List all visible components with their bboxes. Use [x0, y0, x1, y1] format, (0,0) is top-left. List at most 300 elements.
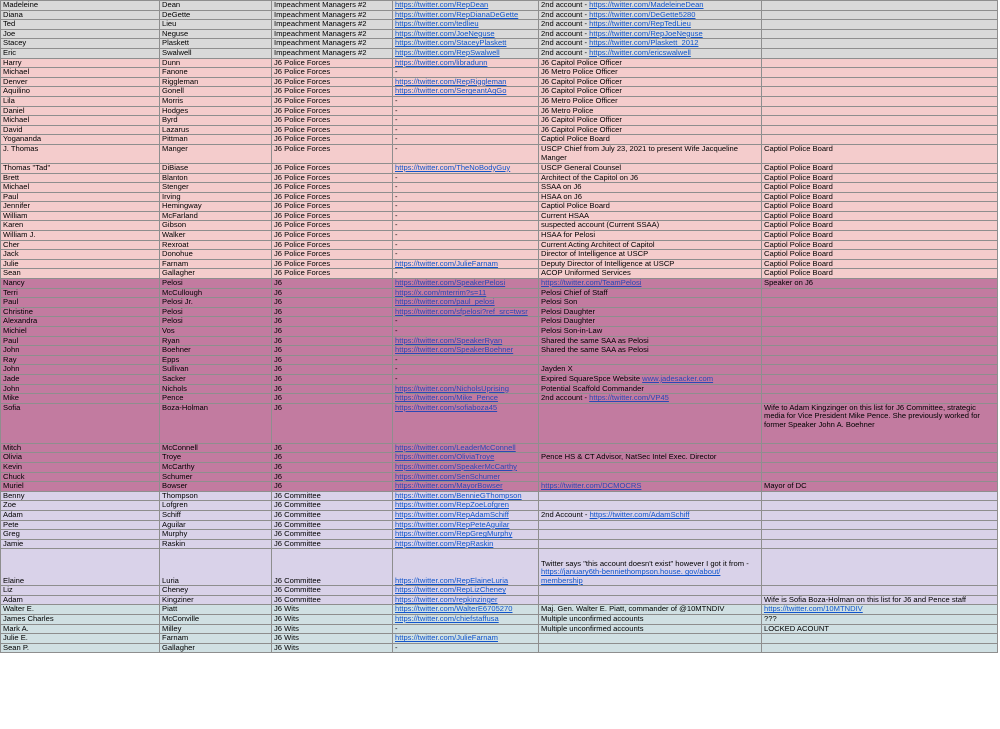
last-name: Fanone: [162, 67, 188, 77]
first-name-cell: [1, 298, 160, 308]
account-placeholder: -: [395, 316, 398, 326]
first-name-cell: [1, 355, 160, 365]
group-cell: [272, 231, 393, 241]
group-label: J6 Police Forces: [274, 77, 331, 86]
first-name: Michael: [3, 115, 30, 125]
group-cell: [272, 144, 393, 163]
table-row: [1, 96, 998, 106]
account-cell[interactable]: [393, 453, 539, 463]
account-link[interactable]: https://twitter.com/RepElaineLuria: [395, 575, 509, 585]
account-link[interactable]: https://twitter.com/RepLizCheney: [395, 585, 507, 595]
first-name: Adam: [3, 510, 23, 519]
account-cell[interactable]: [393, 634, 539, 644]
account-cell[interactable]: [393, 462, 539, 472]
group-label: J6 Committee: [274, 520, 321, 529]
note-text: Deputy Director of Intelligence at USCP: [541, 259, 675, 268]
account-link[interactable]: https://twitter.com/RepSwalwell: [395, 48, 500, 57]
last-name: Swalwell: [162, 48, 192, 57]
note-text: Shared the same SAA as Pelosi: [541, 345, 649, 355]
account-cell[interactable]: [393, 346, 539, 356]
first-name: Olivia: [3, 452, 22, 462]
account-placeholder: -: [395, 364, 398, 374]
group-cell: [272, 615, 393, 625]
account-cell[interactable]: [393, 307, 539, 317]
first-name-cell: [1, 163, 160, 173]
group-cell: [272, 365, 393, 375]
account-cell: [393, 231, 539, 241]
note-cell[interactable]: [539, 48, 762, 58]
note-cell[interactable]: [539, 10, 762, 20]
last-name-cell: [160, 634, 272, 644]
group-label: J6 Police Forces: [274, 249, 331, 259]
note-cell: [539, 183, 762, 193]
note-link[interactable]: www.jadesacker.com: [642, 374, 714, 383]
note-text: ACOP Uniformed Services: [541, 268, 631, 278]
last-name-cell: [160, 374, 272, 384]
last-name-cell: [160, 336, 272, 346]
first-name-cell: [1, 106, 160, 116]
table-row: [1, 144, 998, 163]
extra-link[interactable]: https://twitter.com/10MTNDIV: [764, 604, 863, 614]
account-cell: [393, 365, 539, 375]
last-name: McCullough: [162, 288, 203, 297]
first-name: Thomas "Tad": [3, 163, 51, 172]
group-label: J6 Police Forces: [274, 201, 331, 211]
account-link[interactable]: https://twitter.com/sfpelosi?ref_src=twsr: [395, 307, 528, 316]
account-link[interactable]: https://twitter.com/libradunn: [395, 58, 488, 67]
account-link[interactable]: https://twitter.com/sofiaboza45: [395, 403, 498, 412]
account-link[interactable]: https://x.com/mterrim?s=11: [395, 288, 487, 297]
account-link[interactable]: https://twitter.com/SenSchumer: [395, 472, 501, 481]
account-cell[interactable]: [393, 39, 539, 49]
account-link[interactable]: https://twitter.com/SpeakerPelosi: [395, 278, 506, 288]
last-name-cell: [160, 279, 272, 289]
account-cell: [393, 68, 539, 78]
account-link[interactable]: https://twitter.com/RepAdamSchiff: [395, 510, 509, 519]
table-row: [1, 336, 998, 346]
account-cell[interactable]: [393, 510, 539, 520]
account-cell: [393, 221, 539, 231]
group-label: J6: [274, 472, 283, 481]
extra-cell: [762, 539, 998, 549]
account-link[interactable]: https://twitter.com/WalterE6705270: [395, 604, 513, 614]
account-link[interactable]: https://twitter.com/RepRiggleman: [395, 77, 507, 86]
last-name-cell: [160, 539, 272, 549]
group-label: J6 Wits: [274, 643, 299, 652]
account-placeholder: -: [395, 240, 398, 249]
note-cell: [539, 501, 762, 511]
account-cell[interactable]: [393, 586, 539, 596]
note-cell: [539, 346, 762, 356]
extra-cell: [762, 77, 998, 87]
note-link[interactable]: https://twitter.com/DCMOCRS: [541, 481, 642, 491]
account-cell: [393, 144, 539, 163]
extra-cell: [762, 1, 998, 11]
first-name-cell: [1, 116, 160, 126]
group-label: J6 Police Forces: [274, 211, 331, 220]
last-name-cell: [160, 605, 272, 615]
note-link[interactable]: https://twitter.com/MadeleineDean: [589, 0, 704, 9]
last-name-cell: [160, 346, 272, 356]
account-cell[interactable]: [393, 482, 539, 492]
account-link[interactable]: https://twitter.com/LeaderMcConnell: [395, 443, 516, 452]
first-name: Mitch: [3, 443, 22, 452]
group-label: J6 Police Forces: [274, 240, 331, 249]
first-name-cell: [1, 549, 160, 586]
last-name-cell: [160, 87, 272, 97]
first-name-cell: [1, 530, 160, 540]
account-link[interactable]: https://twitter.com/JoeNeguse: [395, 29, 495, 38]
account-link[interactable]: https://twitter.com/paul_pelosi: [395, 297, 495, 307]
account-placeholder: -: [395, 182, 398, 192]
last-name-cell: [160, 125, 272, 135]
first-name-cell: [1, 394, 160, 404]
first-name-cell: [1, 87, 160, 97]
account-cell[interactable]: [393, 10, 539, 20]
note-cell: [539, 240, 762, 250]
note-cell: [539, 288, 762, 298]
last-name: Dunn: [162, 58, 181, 67]
last-name: Bowser: [162, 481, 188, 491]
table-row: [1, 307, 998, 317]
last-name-cell: [160, 250, 272, 260]
note-link[interactable]: https://twitter.com/DeGette5280: [589, 10, 696, 19]
group-label: J6 Police Forces: [274, 220, 331, 230]
note-link[interactable]: https://twitter.com/RepTedLieu: [589, 19, 691, 29]
account-cell: [393, 202, 539, 212]
first-name-cell: [1, 317, 160, 327]
account-cell[interactable]: [393, 279, 539, 289]
last-name: Pelosi: [162, 278, 183, 288]
extra-cell: [762, 211, 998, 221]
last-name-cell: [160, 39, 272, 49]
group-cell: [272, 250, 393, 260]
note-link[interactable]: https://twitter.com/AdamSchiff: [589, 510, 690, 519]
group-cell: [272, 279, 393, 289]
account-cell[interactable]: [393, 298, 539, 308]
note-cell: [539, 135, 762, 145]
account-cell[interactable]: [393, 394, 539, 404]
note-link[interactable]: https://twitter.com/ericswalwell: [589, 48, 691, 57]
first-name: Jennifer: [3, 201, 31, 211]
group-label: J6 Police Forces: [274, 144, 331, 153]
group-label: J6 Committee: [274, 500, 321, 510]
account-placeholder: -: [395, 374, 398, 383]
account-link[interactable]: https://twitter.com/repkinzinger: [395, 595, 498, 604]
first-name-cell: [1, 58, 160, 68]
account-cell[interactable]: [393, 491, 539, 501]
last-name-cell: [160, 443, 272, 453]
last-name: Lazarus: [162, 125, 190, 134]
first-name: Yogananda: [3, 134, 42, 144]
last-name-cell: [160, 530, 272, 540]
account-cell[interactable]: [393, 48, 539, 58]
account-cell: [393, 135, 539, 145]
group-cell: [272, 443, 393, 453]
account-cell[interactable]: [393, 605, 539, 615]
account-cell[interactable]: [393, 539, 539, 549]
account-cell[interactable]: [393, 20, 539, 30]
group-cell: [272, 211, 393, 221]
account-link[interactable]: https://twitter.com/RepZoeLofgren: [395, 500, 509, 510]
account-placeholder: -: [395, 106, 398, 115]
account-cell: [393, 240, 539, 250]
first-name: Elaine: [3, 575, 25, 585]
account-placeholder: -: [395, 326, 398, 335]
table-row: [1, 595, 998, 605]
account-link[interactable]: https://twitter.com/StaceyPlaskett: [395, 38, 507, 48]
account-link[interactable]: https://twitter.com/RepDean: [395, 0, 489, 9]
note-cell[interactable]: [539, 39, 762, 49]
account-link[interactable]: https://twitter.com/Mike_Pence: [395, 393, 498, 403]
account-link[interactable]: https://twitter.com/OliviaTroye: [395, 452, 495, 462]
account-cell[interactable]: [393, 384, 539, 394]
account-link[interactable]: https://twitter.com/RepRaskin: [395, 539, 494, 548]
account-link[interactable]: https://twitter.com/MayorBowser: [395, 481, 503, 491]
first-name: Julie: [3, 259, 19, 268]
note-cell[interactable]: [539, 482, 762, 492]
last-name: Hodges: [162, 106, 189, 115]
table-row: [1, 29, 998, 39]
extra-cell: [762, 453, 998, 463]
note-text: Captiol Police Board: [541, 201, 610, 211]
note-text: Multiple unconfirmed accounts: [541, 614, 644, 624]
table-row: [1, 192, 998, 202]
group-cell: [272, 288, 393, 298]
first-name: Harry: [3, 58, 22, 67]
account-link[interactable]: https://twitter.com/RepPeteAguilar: [395, 520, 510, 529]
account-cell[interactable]: [393, 520, 539, 530]
account-link[interactable]: https://twitter.com/JulieFarnam: [395, 633, 498, 643]
account-link[interactable]: https://twitter.com/JulieFarnam: [395, 259, 498, 268]
extra-cell[interactable]: [762, 605, 998, 615]
group-cell: [272, 106, 393, 116]
note-cell[interactable]: [539, 374, 762, 384]
last-name-cell: [160, 106, 272, 116]
first-name: Jade: [3, 374, 20, 383]
last-name-cell: [160, 202, 272, 212]
note-cell[interactable]: [539, 279, 762, 289]
extra-cell: [762, 288, 998, 298]
account-cell[interactable]: [393, 259, 539, 269]
note-cell: [539, 615, 762, 625]
last-name: Pelosi Jr.: [162, 297, 193, 307]
first-name: Aquilino: [3, 86, 31, 96]
table-row: [1, 403, 998, 443]
first-name: Sean P.: [3, 643, 30, 652]
last-name-cell: [160, 58, 272, 68]
account-cell: [393, 116, 539, 126]
table-row: [1, 605, 998, 615]
first-name: Walter E.: [3, 604, 34, 614]
account-cell[interactable]: [393, 530, 539, 540]
account-link[interactable]: https://twitter.com/RepDianaDeGette: [395, 10, 519, 19]
group-cell: [272, 116, 393, 126]
account-cell: [393, 269, 539, 279]
last-name-cell: [160, 643, 272, 653]
note-cell[interactable]: [539, 20, 762, 30]
account-cell[interactable]: [393, 615, 539, 625]
note-text: Multiple unconfirmed accounts: [541, 624, 644, 633]
extra-cell: [762, 624, 998, 634]
first-name-cell: [1, 10, 160, 20]
table-row: [1, 298, 998, 308]
extra-cell: [762, 68, 998, 78]
table-row: [1, 163, 998, 173]
first-name: Nancy: [3, 278, 25, 288]
account-cell[interactable]: [393, 549, 539, 586]
account-link[interactable]: https://twitter.com/SergeantAqGo: [395, 86, 507, 96]
last-name: Thompson: [162, 491, 198, 500]
note-link[interactable]: https://twitter.com/Plaskett_2012: [589, 38, 699, 48]
note-cell: [539, 96, 762, 106]
account-cell[interactable]: [393, 336, 539, 346]
note-text: Maj. Gen. Walter E. Piatt, commander of @10MTNDIV: [541, 604, 725, 614]
first-name-cell: [1, 20, 160, 30]
account-cell: [393, 355, 539, 365]
note-cell[interactable]: [539, 549, 762, 586]
account-cell[interactable]: [393, 403, 539, 443]
account-cell[interactable]: [393, 472, 539, 482]
note-text: 2nd account -: [541, 48, 590, 57]
last-name: Aguilar: [162, 520, 186, 529]
note-cell: [539, 58, 762, 68]
first-name-cell: [1, 135, 160, 145]
account-link[interactable]: https://twitter.com/NicholsUprising: [395, 384, 509, 393]
extra-text: Captiol Police Board: [764, 211, 833, 220]
last-name: Blanton: [162, 173, 188, 182]
account-cell[interactable]: [393, 77, 539, 87]
last-name: Lieu: [162, 19, 177, 29]
account-link[interactable]: https://twitter.com/BennieGThompson: [395, 491, 522, 500]
table-row: [1, 520, 998, 530]
last-name: McConville: [162, 614, 200, 624]
group-label: J6: [274, 452, 283, 462]
first-name-cell: [1, 374, 160, 384]
note-cell: [539, 144, 762, 163]
group-cell: [272, 317, 393, 327]
first-name-cell: [1, 202, 160, 212]
account-link[interactable]: https://twitter.com/RepGregMurphy: [395, 529, 513, 539]
account-cell[interactable]: [393, 58, 539, 68]
account-link[interactable]: https://twitter.com/SpeakerBoehner: [395, 345, 514, 355]
table-row: [1, 365, 998, 375]
extra-cell: [762, 336, 998, 346]
last-name-cell: [160, 403, 272, 443]
note-cell[interactable]: [539, 510, 762, 520]
note-text: 2nd account -: [541, 29, 590, 38]
first-name: Liz: [3, 585, 13, 595]
account-cell[interactable]: [393, 501, 539, 511]
first-name-cell: [1, 510, 160, 520]
table-row: [1, 202, 998, 212]
first-name: Mark A.: [3, 624, 29, 633]
first-name-cell: [1, 68, 160, 78]
note-cell: [539, 211, 762, 221]
last-name: Ryan: [162, 336, 180, 345]
note-link[interactable]: https://january6th-benniethompson.house. gov/about/ membership: [541, 567, 721, 585]
note-text: 2nd Account -: [541, 510, 590, 519]
group-label: J6 Police Forces: [274, 106, 331, 115]
extra-cell: [762, 58, 998, 68]
note-cell[interactable]: [539, 29, 762, 39]
last-name-cell: [160, 1, 272, 11]
table-row: [1, 250, 998, 260]
account-cell[interactable]: [393, 288, 539, 298]
extra-cell: [762, 173, 998, 183]
group-cell: [272, 183, 393, 193]
first-name-cell: [1, 269, 160, 279]
table-row: [1, 453, 998, 463]
first-name: Muriel: [3, 481, 24, 491]
first-name: William J.: [3, 230, 36, 240]
account-cell[interactable]: [393, 1, 539, 11]
extra-cell: [762, 586, 998, 596]
account-cell[interactable]: [393, 443, 539, 453]
table-row: [1, 221, 998, 231]
account-cell[interactable]: [393, 29, 539, 39]
note-link[interactable]: https://twitter.com/VP45: [589, 393, 669, 403]
table-row: [1, 77, 998, 87]
table-row: [1, 259, 998, 269]
group-cell: [272, 403, 393, 443]
account-link[interactable]: https://twitter.com/tedlieu: [395, 19, 479, 29]
table-row: [1, 327, 998, 337]
note-text: USCP Chief from July 23, 2021 to present Wife Jacqueline Manger: [541, 144, 738, 162]
extra-text: Captiol Police Board: [764, 240, 833, 249]
extra-cell: [762, 510, 998, 520]
last-name-cell: [160, 472, 272, 482]
extra-cell: [762, 501, 998, 511]
first-name: Jack: [3, 249, 19, 259]
extra-cell: [762, 298, 998, 308]
table-row: [1, 68, 998, 78]
note-cell[interactable]: [539, 1, 762, 11]
group-label: Impeachment Managers #2: [274, 0, 367, 9]
note-link[interactable]: https://twitter.com/RepJoeNeguse: [589, 29, 703, 38]
account-cell[interactable]: [393, 595, 539, 605]
first-name: Michael: [3, 67, 30, 77]
account-cell: [393, 317, 539, 327]
first-name: James Charles: [3, 614, 54, 624]
note-cell: [539, 403, 762, 443]
last-name: Piatt: [162, 604, 178, 614]
extra-cell: [762, 269, 998, 279]
first-name-cell: [1, 29, 160, 39]
account-link[interactable]: https://twitter.com/SpeakerRyan: [395, 336, 503, 345]
first-name-cell: [1, 96, 160, 106]
account-cell[interactable]: [393, 87, 539, 97]
last-name-cell: [160, 96, 272, 106]
last-name-cell: [160, 68, 272, 78]
note-cell[interactable]: [539, 394, 762, 404]
note-link[interactable]: https://twitter.com/TeamPelosi: [541, 278, 642, 288]
last-name-cell: [160, 317, 272, 327]
extra-text: Captiol Police Board: [764, 173, 833, 182]
note-text: Pelosi Daughter: [541, 307, 596, 316]
last-name-cell: [160, 29, 272, 39]
note-text: 2nd account -: [541, 19, 590, 29]
last-name: Hemingway: [162, 201, 202, 211]
account-cell[interactable]: [393, 163, 539, 173]
account-link[interactable]: https://twitter.com/chiefstaffusa: [395, 614, 499, 624]
extra-cell: [762, 202, 998, 212]
last-name: Troye: [162, 452, 182, 462]
first-name: Zoe: [3, 500, 17, 510]
group-cell: [272, 453, 393, 463]
account-link[interactable]: https://twitter.com/SpeakerMcCarthy: [395, 462, 517, 471]
account-link[interactable]: https://twitter.com/TheNoBodyGuy: [395, 163, 511, 172]
